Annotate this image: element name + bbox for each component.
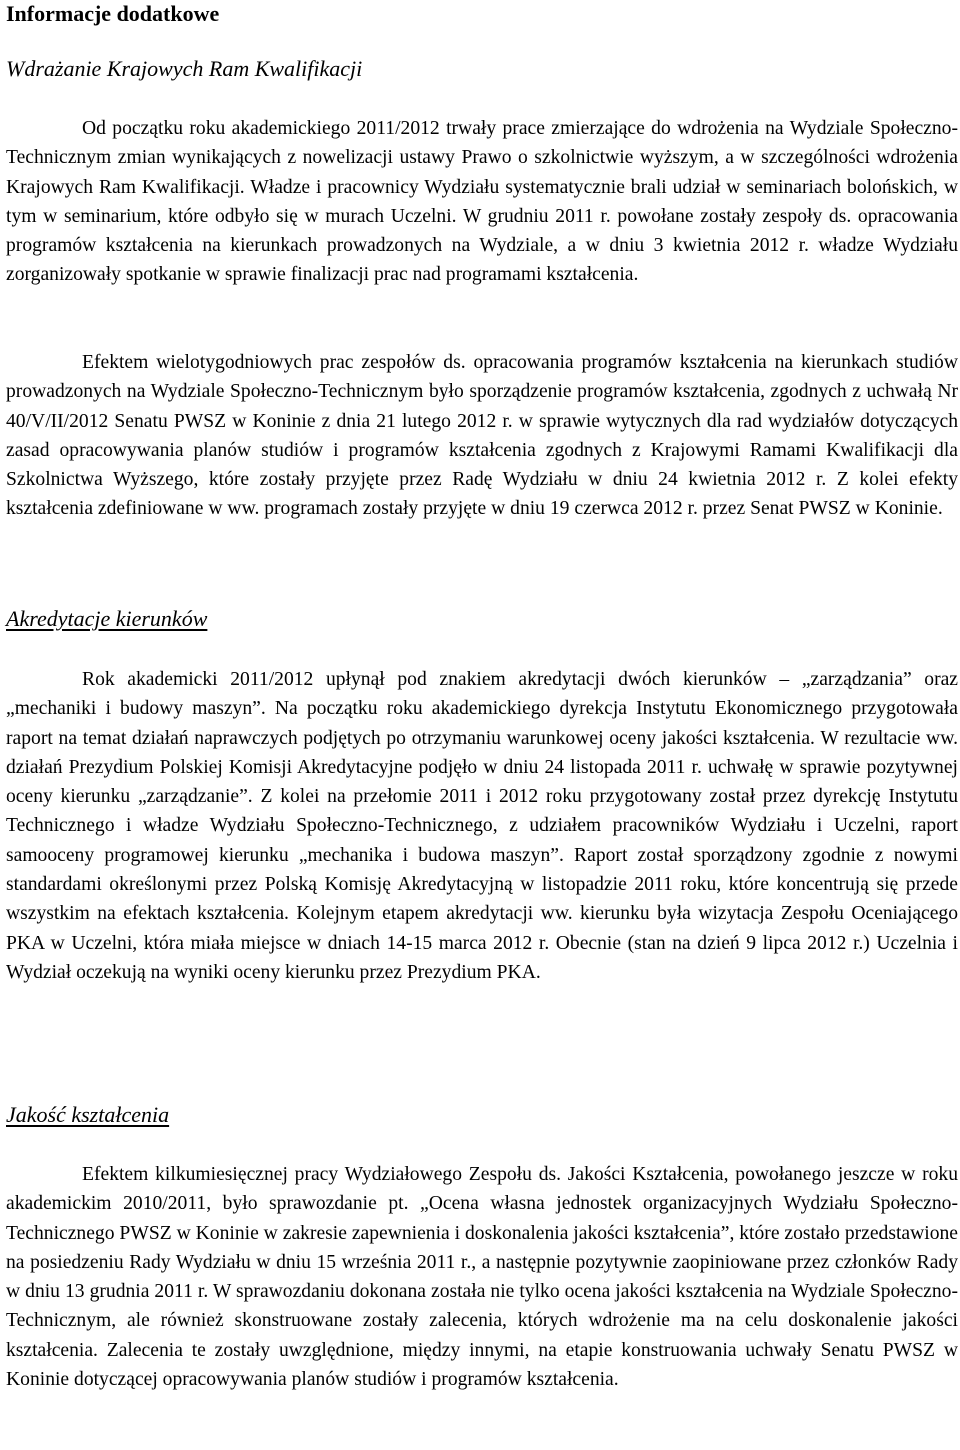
- paragraph-krk-2: Efektem wielotygodniowych prac zespołów ds. opracowania programów kształcenia na kierunkach studiów prowadzonych na Wydziale Społeczno-Technicznym było sporządzenie programów kształcenia, zgodnych z uchwałą Nr 40/V/II/2012 Senatu PWSZ w Koninie z dnia 21 lutego 2012 r. w sprawie wytycznych dla rad wydziałów dotyczących zasad opracowywania planów studiów i programów kształcenia zgodnych z Krajowymi Ramami Kwalifikacji dla Szkolnictwa Wyższego, które zostały przyjęte przez Radę Wydziału w dniu 24 kwietnia 2012 r. Z kolei efekty kształcenia zdefiniowane w ww. programach zostały przyjęte w dniu 19 czerwca 2012 r. przez Senat PWSZ w Koninie.: [6, 352, 958, 520]
- paragraph-krk-1: Od początku roku akademickiego 2011/2012 trwały prace zmierzające do wdrożenia na Wydziale Społeczno-Technicznym zmian wynikających z nowelizacji ustawy Prawo o szkolnictwie wyższym, a w szczególności wdrożenia Krajowych Ram Kwalifikacji. Władze i pracownicy Wydziału systematycznie brali udział w seminariach bolońskich, w tym w seminarium, które odbyło się w murach Uczelni. W grudniu 2011 r. powołane zostały zespoły ds. opracowania programów kształcenia na kierunkach prowadzonych na Wydziale, a w dniu 3 kwietnia 2012 r. władze Wydziału zorganizowały spotkanie w sprawie finalizacji prac nad programami kształcenia.: [6, 118, 958, 286]
- document-title: Informacje dodatkowe: [6, 1, 220, 26]
- section-heading-jakosc: Jakość kształcenia: [6, 1102, 170, 1127]
- section-heading-krk: Wdrażanie Krajowych Ram Kwalifikacji: [6, 56, 363, 81]
- paragraph-akredytacje-1: Rok akademicki 2011/2012 upłynął pod znakiem akredytacji dwóch kierunków – „zarządzania” oraz „mechaniki i budowy maszyn”. Na początku roku akademickiego dyrekcja Instytutu Ekonomicznego przygotowała raport na temat działań naprawczych podjętych po otrzymaniu warunkowej oceny jakości kształcenia. W rezultacie ww. działań Prezydium Polskiej Komisji Akredytacyjne podjęło w dniu 24 listopada 2011 r. uchwałę w sprawie pozytywnej oceny kierunku „zarządzanie”. Z kolei na przełomie 2011 i 2012 roku przygotowany został przez dyrekcję Instytutu Technicznego i władze Wydziału Społeczno-Technicznego, z udziałem pracowników Wydziału i Uczelni, raport samooceny programowej kierunku „mechanika i budowa maszyn”. Raport został sporządzony zgodnie z nowymi standardami określonymi przez Polską Komisję Akredytacyjną w listopadzie 2011 roku, które koncentrują się przede wszystkim na efektach kształcenia. Kolejnym etapem akredytacji ww. kierunku była wizytacja Zespołu Oceniającego PKA w Uczelni, która miała miejsce w dniach 14-15 marca 2012 r. Obecnie (stan na dzień 9 lipca 2012 r.) Uczelnia i Wydział oczekują na wyniki oceny kierunku przez Prezydium PKA.: [6, 669, 958, 983]
- section-heading-akredytacje: Akredytacje kierunków: [6, 606, 208, 631]
- paragraph-jakosc-1: Efektem kilkumiesięcznej pracy Wydziałowego Zespołu ds. Jakości Kształcenia, powołanego jeszcze w roku akademickim 2010/2011, było sprawozdanie pt. „Ocena własna jednostek organizacyjnych Wydziału Społeczno-Technicznego PWSZ w Koninie w zakresie zapewnienia i doskonalenia jakości kształcenia”, które zostało przedstawione na posiedzeniu Rady Wydziału w dniu 15 września 2011 r., a następnie pozytywnie zaopiniowane przez członków Rady w dniu 13 grudnia 2011 r. W sprawozdaniu dokonana została nie tylko ocena jakości kształcenia na Wydziale Społeczno-Technicznym, ale również skonstruowane zostały zalecenia, których wdrożenie ma na celu doskonalenie jakości kształcenia. Zalecenia te zostały uwzględnione, między innymi, na etapie konstruowania uchwały Senatu PWSZ w Koninie dotyczącej opracowywania planów studiów i programów kształcenia.: [6, 1164, 958, 1391]
